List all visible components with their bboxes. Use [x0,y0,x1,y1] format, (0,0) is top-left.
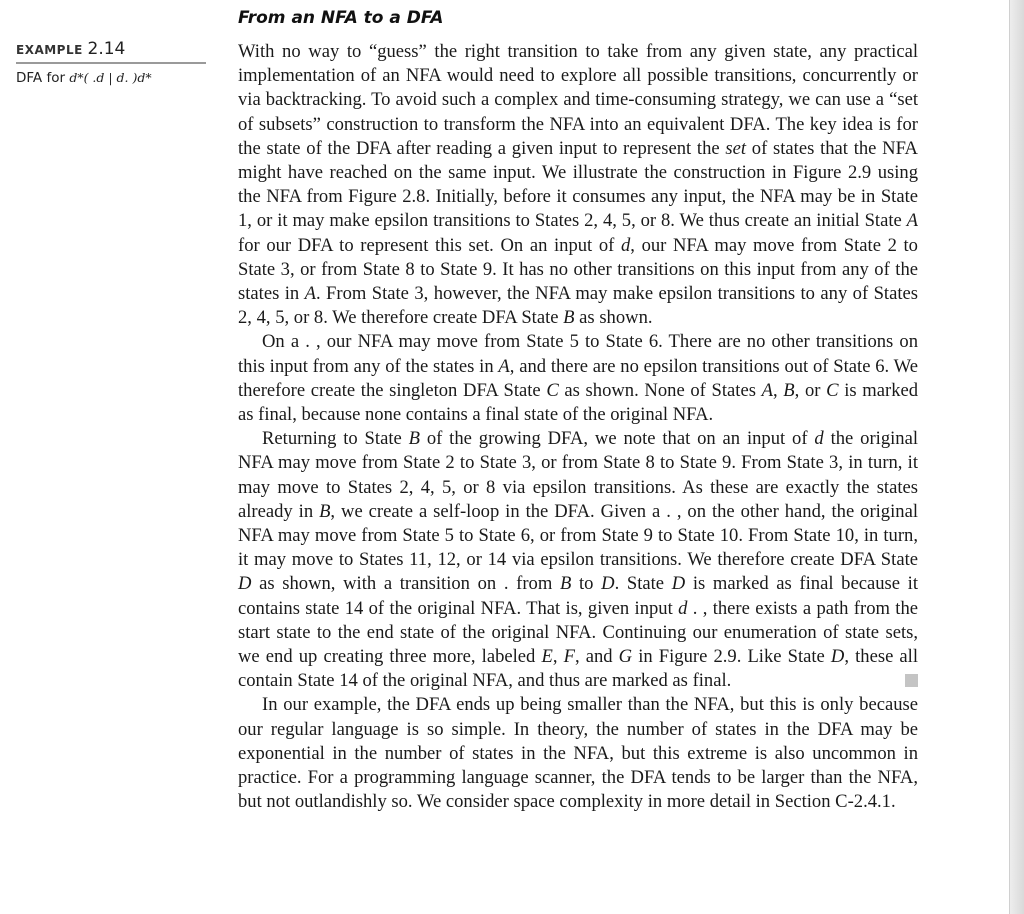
text-run: , [772,379,784,401]
paragraph [238,427,918,693]
text-run: , our NFA may move from State 2 to State 3, or from State 8 to State 9. It has no other transitions on this input from any of the states in [238,234,918,305]
italic-text: D [601,573,615,595]
text-run: , we create a self-loop in the DFA. Given a . , on the other hand, the original NFA may move from State 5 to State 6, or from State 9 to State 10. From State 10, in turn, it may move to States 11, 12, or 14 via epsilon transitions. We therefore create DFA State [238,500,918,571]
italic-text: F [563,646,575,668]
example-caption [16,70,206,86]
italic-text: set [725,137,747,159]
text-run: in Figure 2.9. Like State [632,646,831,668]
italic-text: B [319,500,331,522]
italic-text: B [563,307,575,329]
italic-text: D [830,646,845,668]
text-run: is marked as final because it contains state 14 of the original NFA. That is, given input [238,573,918,619]
italic-text: C [546,379,559,401]
paragraph [238,693,918,814]
example-caption-expression: d*( .d | d. )d* [69,70,152,85]
text-run: In our example, the DFA ends up being smaller than the NFA, but this is only because our regular language is so simple. In theory, the number of states in the DFA may be exponential in the number of states in the NFA, but this extreme is also uncommon in practice. For a programming language scanner, the DFA tends to be larger than the NFA, but not outlandishly so. We consider space complexity in more detail in Section C-2.4.1. [238,694,918,813]
italic-text: A [761,379,773,401]
italic-text: B [408,428,420,450]
page-edge [1009,0,1024,914]
text-run: With no way to “guess” the right transition to take from any given state, any practical implementation of an NFA would need to explore all possible transitions, concurrently or via backtracking. To avoid such a complex and time-consuming strategy, we can use a “set of subsets” construction to transform the NFA into an equivalent DFA. The key idea is for the state of the DFA after reading a given input to represent the [238,41,918,159]
italic-text: D [671,573,686,595]
example-number: 2.14 [87,39,126,59]
italic-text: A [906,210,918,232]
example-end-mark [905,674,918,687]
paragraph [238,40,918,330]
text-run: , or [794,379,827,401]
italic-text: A [304,283,316,305]
italic-text: G [618,646,633,668]
italic-text: C [826,379,839,401]
italic-text: d [814,428,824,450]
text-run: , [552,646,564,668]
example-word: EXAMPLE [16,43,83,57]
example-caption-prefix: DFA for [16,70,66,86]
text-run: as shown, with a transition on . from [251,573,560,595]
text-run: On a . , our NFA may move from State 5 to State 6. There are no other transitions on this input from any of the states in [238,331,918,377]
text-run: , and [574,646,619,668]
text-run: as shown. [574,307,653,329]
text-run: , and there are no epsilon transitions out of State 6. We therefore create the singleton DFA State [238,355,918,401]
italic-text: d [678,597,688,619]
text-run: . From State 3, however, the NFA may make epsilon transitions to any of States 2, 4, 5, or 8. We therefore create DFA State [238,283,918,329]
text-run: . , there exists a path from the start state to the end state of the original NFA. Continuing our enumeration of state sets, we end up creating three more, labeled [238,597,918,668]
body-text [238,40,918,815]
italic-text: B [783,379,795,401]
text-run: , these all contain State 14 of the original NFA, and thus are marked as final. [238,646,919,692]
text-run: of states that the NFA might have reached on the same input. We illustrate the construction in Figure 2.9 using the NFA from Figure 2.8. Initially, before it consumes any input, the NFA may be in State 1, or it may make epsilon transitions to States 2, 4, 5, or 8. We thus create an initial State [238,137,918,232]
italic-text: E [541,646,553,668]
text-run: to [571,573,602,595]
example-margin-note [16,39,206,86]
text-run: for our DFA to represent this set. On an input of [238,234,621,256]
italic-text: d [620,234,631,256]
text-run: Returning to State [262,428,409,450]
italic-text: A [498,355,510,377]
text-run: is marked as final, because none contains a final state of the original NFA. [238,379,919,426]
italic-text: B [559,573,572,595]
example-label [16,39,206,64]
text-run: . State [614,573,672,595]
italic-text: D [238,573,252,595]
text-run: the original NFA may move from State 2 to State 3, or from State 8 to State 9. From State 3, in turn, it may move to States 2, 4, 5, or 8 via epsilon transitions. As these are exactly the states already in [238,428,918,522]
section-heading: From an NFA to a DFA [238,8,444,28]
paragraph [238,330,918,427]
text-run: of the growing DFA, we note that on an input of [419,428,815,450]
text-run: as shown. None of States [558,379,762,401]
